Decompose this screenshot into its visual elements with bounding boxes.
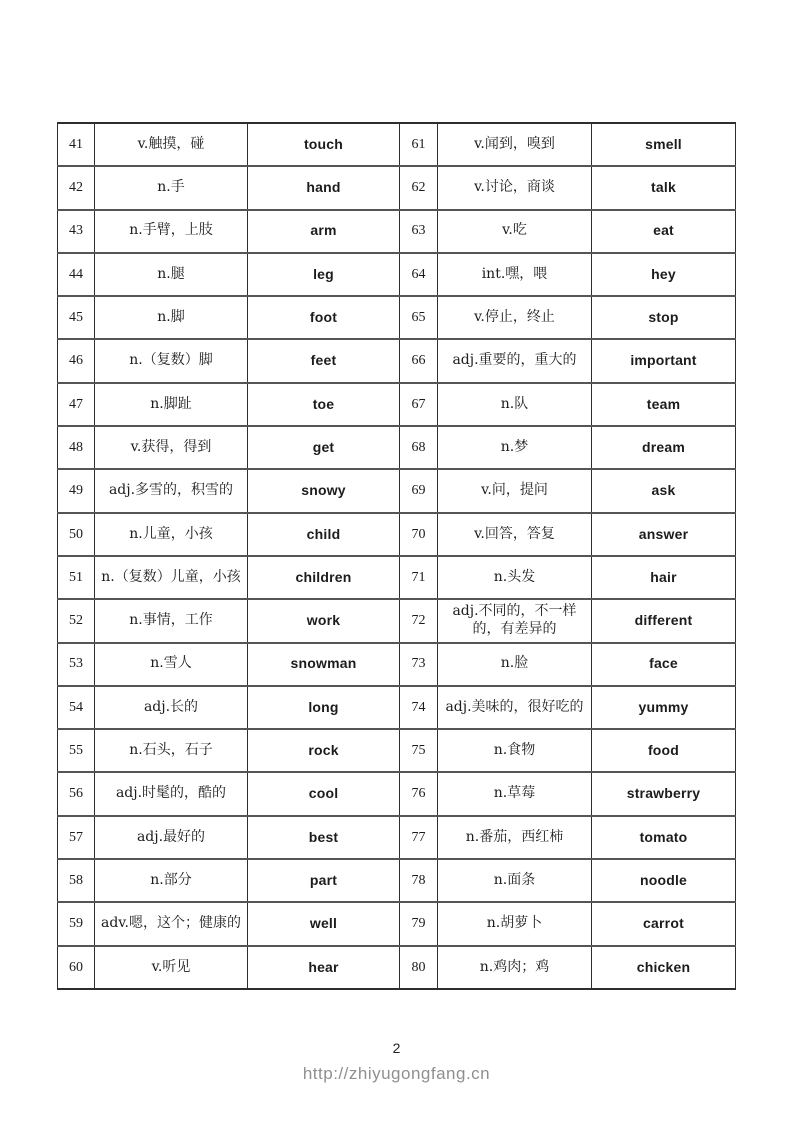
- chinese-definition-cell: n.手臂，上肢: [95, 210, 248, 253]
- row-number-cell: 71: [400, 556, 438, 599]
- row-number-cell: 51: [58, 556, 95, 599]
- row-number-cell: 62: [400, 166, 438, 209]
- row-number-cell: 64: [400, 253, 438, 296]
- row-number-cell: 77: [400, 816, 438, 859]
- chinese-definition-cell: n.食物: [438, 729, 592, 772]
- chinese-definition-cell: adj.重要的，重大的: [438, 339, 592, 382]
- english-word-cell: well: [248, 902, 400, 945]
- english-word-cell: hear: [248, 946, 400, 989]
- chinese-definition-cell: n.（复数）脚: [95, 339, 248, 382]
- english-word-cell: rock: [248, 729, 400, 772]
- english-word-cell: arm: [248, 210, 400, 253]
- english-word-cell: snowy: [248, 469, 400, 512]
- english-word-cell: yummy: [592, 686, 736, 729]
- table-row: [58, 902, 736, 945]
- table-row: [58, 513, 736, 556]
- english-word-cell: feet: [248, 339, 400, 382]
- row-number-cell: 49: [58, 469, 95, 512]
- chinese-definition-cell: v.讨论，商谈: [438, 166, 592, 209]
- row-number-cell: 57: [58, 816, 95, 859]
- chinese-definition-cell: adj.长的: [95, 686, 248, 729]
- table-row: [58, 686, 736, 729]
- row-number-cell: 61: [400, 123, 438, 166]
- row-number-cell: 43: [58, 210, 95, 253]
- row-number-cell: 42: [58, 166, 95, 209]
- row-number-cell: 55: [58, 729, 95, 772]
- english-word-cell: chicken: [592, 946, 736, 989]
- row-number-cell: 66: [400, 339, 438, 382]
- english-word-cell: children: [248, 556, 400, 599]
- english-word-cell: answer: [592, 513, 736, 556]
- row-number-cell: 70: [400, 513, 438, 556]
- row-number-cell: 76: [400, 772, 438, 815]
- row-number-cell: 44: [58, 253, 95, 296]
- chinese-definition-cell: adj.最好的: [95, 816, 248, 859]
- row-number-cell: 60: [58, 946, 95, 989]
- row-number-cell: 46: [58, 339, 95, 382]
- chinese-definition-cell: n.胡萝卜: [438, 902, 592, 945]
- row-number-cell: 59: [58, 902, 95, 945]
- english-word-cell: hey: [592, 253, 736, 296]
- english-word-cell: snowman: [248, 643, 400, 686]
- english-word-cell: hair: [592, 556, 736, 599]
- table-row: [58, 296, 736, 339]
- english-word-cell: touch: [248, 123, 400, 166]
- chinese-definition-cell: n.事情，工作: [95, 599, 248, 642]
- chinese-definition-cell: n.队: [438, 383, 592, 426]
- english-word-cell: noodle: [592, 859, 736, 902]
- chinese-definition-cell: v.闻到，嗅到: [438, 123, 592, 166]
- row-number-cell: 45: [58, 296, 95, 339]
- row-number-cell: 72: [400, 599, 438, 642]
- row-number-cell: 80: [400, 946, 438, 989]
- english-word-cell: tomato: [592, 816, 736, 859]
- table-row: [58, 253, 736, 296]
- table-row: [58, 210, 736, 253]
- chinese-definition-cell: v.触摸，碰: [95, 123, 248, 166]
- chinese-definition-cell: n.面条: [438, 859, 592, 902]
- english-word-cell: hand: [248, 166, 400, 209]
- row-number-cell: 78: [400, 859, 438, 902]
- english-word-cell: talk: [592, 166, 736, 209]
- english-word-cell: cool: [248, 772, 400, 815]
- english-word-cell: leg: [248, 253, 400, 296]
- vocab-table: [57, 122, 736, 990]
- chinese-definition-cell: n.头发: [438, 556, 592, 599]
- chinese-definition-cell: adv.嗯，这个；健康的: [95, 902, 248, 945]
- english-word-cell: different: [592, 599, 736, 642]
- table-row: [58, 166, 736, 209]
- chinese-definition-cell: adj.时髦的，酷的: [95, 772, 248, 815]
- footer-url-text: http://zhiyugongfang.cn: [302, 1064, 491, 1083]
- english-word-cell: dream: [592, 426, 736, 469]
- table-row: [58, 383, 736, 426]
- chinese-definition-cell: n.腿: [95, 253, 248, 296]
- chinese-definition-cell: n.番茄，西红柿: [438, 816, 592, 859]
- english-word-cell: stop: [592, 296, 736, 339]
- chinese-definition-cell: adj.多雪的，积雪的: [95, 469, 248, 512]
- english-word-cell: work: [248, 599, 400, 642]
- vocab-table-body: [58, 123, 736, 989]
- english-word-cell: smell: [592, 123, 736, 166]
- row-number-cell: 48: [58, 426, 95, 469]
- english-word-cell: food: [592, 729, 736, 772]
- row-number-cell: 75: [400, 729, 438, 772]
- english-word-cell: face: [592, 643, 736, 686]
- english-word-cell: toe: [248, 383, 400, 426]
- table-row: [58, 772, 736, 815]
- chinese-definition-cell: n.儿童，小孩: [95, 513, 248, 556]
- english-word-cell: part: [248, 859, 400, 902]
- table-row: [58, 599, 736, 642]
- chinese-definition-cell: v.问，提问: [438, 469, 592, 512]
- chinese-definition-cell: n.雪人: [95, 643, 248, 686]
- english-word-cell: get: [248, 426, 400, 469]
- row-number-cell: 69: [400, 469, 438, 512]
- english-word-cell: foot: [248, 296, 400, 339]
- chinese-definition-cell: v.回答，答复: [438, 513, 592, 556]
- chinese-definition-cell: n.脚趾: [95, 383, 248, 426]
- chinese-definition-cell: adj.不同的，不一样的，有差异的: [438, 599, 592, 642]
- table-row: [58, 469, 736, 512]
- chinese-definition-cell: v.听见: [95, 946, 248, 989]
- chinese-definition-cell: v.停止，终止: [438, 296, 592, 339]
- chinese-definition-cell: v.吃: [438, 210, 592, 253]
- chinese-definition-cell: n.脚: [95, 296, 248, 339]
- row-number-cell: 68: [400, 426, 438, 469]
- table-row: [58, 339, 736, 382]
- table-row: [58, 946, 736, 989]
- page-number: 2: [392, 1040, 401, 1056]
- chinese-definition-cell: n.梦: [438, 426, 592, 469]
- chinese-definition-cell: adj.美味的，很好吃的: [438, 686, 592, 729]
- chinese-definition-cell: n.石头，石子: [95, 729, 248, 772]
- row-number-cell: 54: [58, 686, 95, 729]
- row-number-cell: 65: [400, 296, 438, 339]
- table-row: [58, 729, 736, 772]
- chinese-definition-cell: v.获得，得到: [95, 426, 248, 469]
- row-number-cell: 41: [58, 123, 95, 166]
- table-row: [58, 816, 736, 859]
- row-number-cell: 52: [58, 599, 95, 642]
- row-number-cell: 56: [58, 772, 95, 815]
- english-word-cell: eat: [592, 210, 736, 253]
- chinese-definition-cell: n.部分: [95, 859, 248, 902]
- table-row: [58, 426, 736, 469]
- english-word-cell: team: [592, 383, 736, 426]
- chinese-definition-cell: int.嘿，喂: [438, 253, 592, 296]
- english-word-cell: long: [248, 686, 400, 729]
- table-row: [58, 859, 736, 902]
- row-number-cell: 63: [400, 210, 438, 253]
- english-word-cell: ask: [592, 469, 736, 512]
- row-number-cell: 73: [400, 643, 438, 686]
- chinese-definition-cell: n.鸡肉；鸡: [438, 946, 592, 989]
- row-number-cell: 53: [58, 643, 95, 686]
- chinese-definition-cell: n.草莓: [438, 772, 592, 815]
- row-number-cell: 50: [58, 513, 95, 556]
- chinese-definition-cell: n.手: [95, 166, 248, 209]
- chinese-definition-cell: n.脸: [438, 643, 592, 686]
- english-word-cell: child: [248, 513, 400, 556]
- english-word-cell: important: [592, 339, 736, 382]
- table-row: [58, 123, 736, 166]
- row-number-cell: 67: [400, 383, 438, 426]
- row-number-cell: 79: [400, 902, 438, 945]
- table-row: [58, 556, 736, 599]
- row-number-cell: 47: [58, 383, 95, 426]
- english-word-cell: strawberry: [592, 772, 736, 815]
- chinese-definition-cell: n.（复数）儿童，小孩: [95, 556, 248, 599]
- row-number-cell: 58: [58, 859, 95, 902]
- row-number-cell: 74: [400, 686, 438, 729]
- table-row: [58, 643, 736, 686]
- english-word-cell: carrot: [592, 902, 736, 945]
- english-word-cell: best: [248, 816, 400, 859]
